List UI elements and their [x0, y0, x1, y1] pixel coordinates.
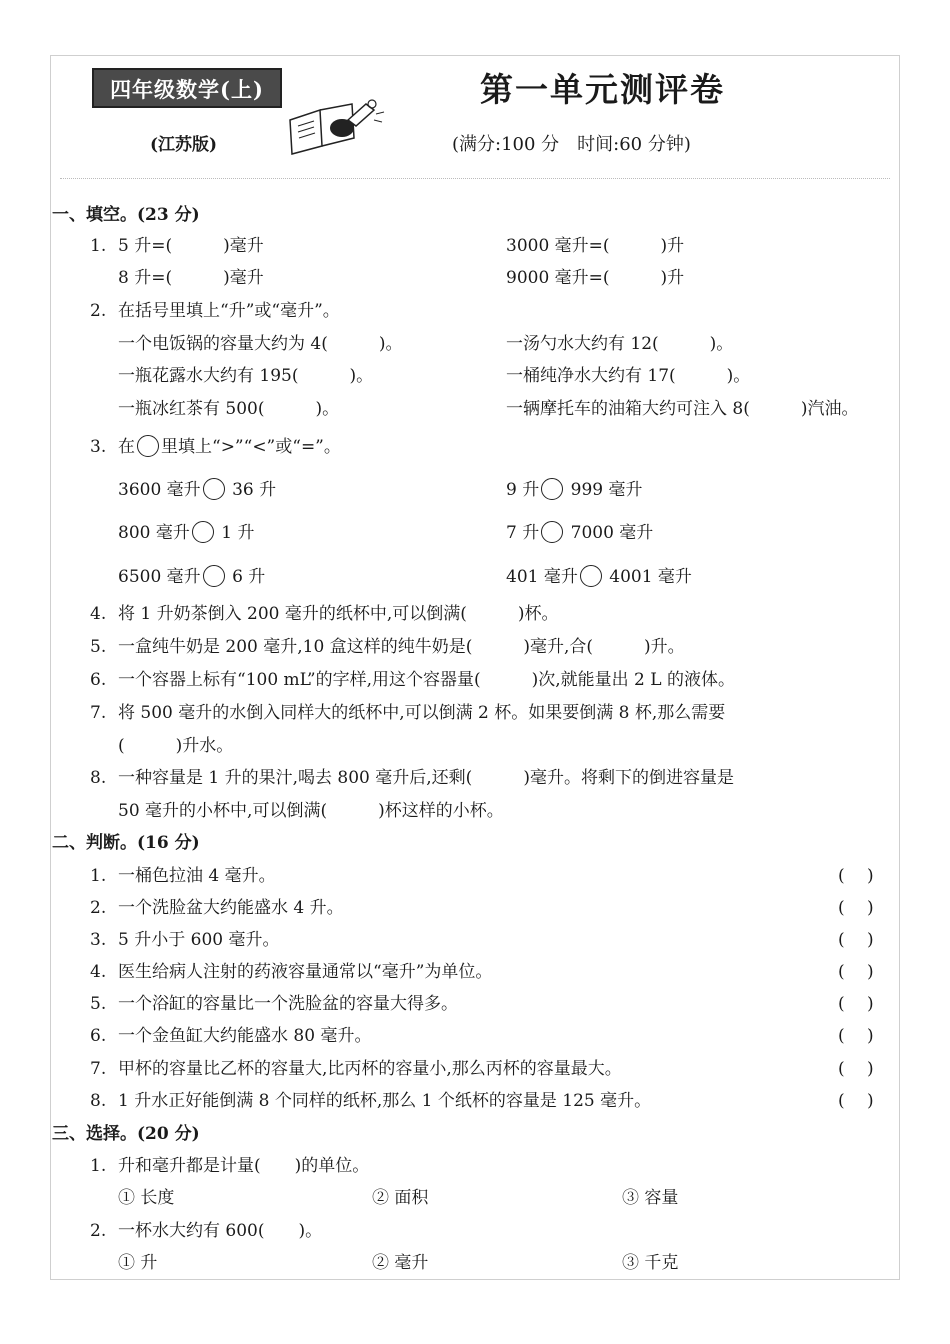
question-text: 升和毫升都是计量( )的单位。 — [118, 1156, 370, 1176]
question-item: 3000 毫升=( )升 — [506, 236, 685, 256]
compare-circle-icon[interactable] — [580, 565, 602, 587]
compare-item: 3600 毫升 36 升 — [118, 480, 277, 500]
answer-parentheses[interactable]: ( ) — [838, 866, 874, 886]
question-number: 2. — [90, 1221, 107, 1241]
choice-option[interactable]: ① 长度 — [118, 1188, 175, 1208]
answer-parentheses[interactable]: ( ) — [838, 962, 874, 982]
question-number: 6. — [90, 670, 107, 690]
question-number: 2. — [90, 898, 107, 918]
answer-parentheses[interactable]: ( ) — [838, 1059, 874, 1079]
question-text: 一杯水大约有 600( )。 — [118, 1221, 323, 1241]
compare-circle-icon — [137, 435, 159, 457]
choice-option[interactable]: ② 面积 — [372, 1188, 429, 1208]
header-divider — [60, 178, 890, 180]
question-text: 一种容量是 1 升的果汁,喝去 800 毫升后,还剩( )毫升。将剩下的倒进容量是 — [118, 768, 734, 788]
question-number: 1. — [90, 866, 107, 886]
question-number: 2. — [90, 301, 107, 321]
compare-item: 401 毫升 4001 毫升 — [506, 567, 692, 587]
question-item: 一瓶花露水大约有 195( )。 — [118, 366, 374, 386]
compare-item: 6500 毫升 6 升 — [118, 567, 266, 587]
compare-item: 9 升 999 毫升 — [506, 480, 643, 500]
question-text: 在 里填上“>”“<”或“=”。 — [118, 437, 341, 457]
answer-parentheses[interactable]: ( ) — [838, 1026, 874, 1046]
answer-parentheses[interactable]: ( ) — [838, 1091, 874, 1111]
question-number: 4. — [90, 962, 107, 982]
compare-circle-icon[interactable] — [541, 478, 563, 500]
question-number: 8. — [90, 1091, 107, 1111]
question-number: 4. — [90, 604, 107, 624]
question-number: 3. — [90, 930, 107, 950]
question-text: 在括号里填上“升”或“毫升”。 — [118, 301, 340, 321]
judge-statement: 一个浴缸的容量比一个洗脸盆的容量大得多。 — [118, 994, 458, 1014]
question-number: 1. — [90, 1156, 107, 1176]
choice-option[interactable]: ② 毫升 — [372, 1253, 429, 1273]
choice-option[interactable]: ③ 千克 — [622, 1253, 679, 1273]
question-number: 3. — [90, 437, 107, 457]
question-number: 1. — [90, 236, 107, 256]
question-number: 6. — [90, 1026, 107, 1046]
question-item: 一个电饭锅的容量大约为 4( )。 — [118, 334, 403, 354]
page-title: 第一单元测评卷 — [480, 70, 725, 109]
judge-statement: 医生给病人注射的药液容量通常以“毫升”为单位。 — [118, 962, 493, 982]
question-text: 将 1 升奶茶倒入 200 毫升的纸杯中,可以倒满( )杯。 — [118, 604, 559, 624]
section-heading: 一、填空。(23 分) — [52, 205, 200, 225]
question-item: 一桶纯净水大约有 17( )。 — [506, 366, 751, 386]
compare-circle-icon[interactable] — [192, 521, 214, 543]
question-text: 一盒纯牛奶是 200 毫升,10 盒这样的纯牛奶是( )毫升,合( )升。 — [118, 637, 685, 657]
section-heading: 二、判断。(16 分) — [52, 833, 200, 853]
answer-parentheses[interactable]: ( ) — [838, 994, 874, 1014]
score-time-info: (满分:100 分 时间:60 分钟) — [452, 134, 691, 155]
question-item: 9000 毫升=( )升 — [506, 268, 685, 288]
judge-statement: 一个洗脸盆大约能盛水 4 升。 — [118, 898, 344, 918]
compare-item: 800 毫升 1 升 — [118, 523, 255, 543]
question-number: 5. — [90, 637, 107, 657]
question-text: ( )升水。 — [118, 736, 234, 756]
book-illustration-icon — [282, 98, 392, 162]
question-item: 8 升=( )毫升 — [118, 268, 264, 288]
compare-circle-icon[interactable] — [541, 521, 563, 543]
compare-circle-icon[interactable] — [203, 478, 225, 500]
grade-badge: 四年级数学(上) — [92, 68, 282, 108]
question-item: 一汤勺水大约有 12( )。 — [506, 334, 734, 354]
question-text: 50 毫升的小杯中,可以倒满( )杯这样的小杯。 — [118, 801, 504, 821]
question-number: 7. — [90, 703, 107, 723]
question-text: 将 500 毫升的水倒入同样大的纸杯中,可以倒满 2 杯。如果要倒满 8 杯,那么需要 — [118, 703, 726, 723]
question-number: 5. — [90, 994, 107, 1014]
question-item: 5 升=( )毫升 — [118, 236, 264, 256]
question-text: 一个容器上标有“100 mL”的字样,用这个容器量( )次,就能量出 2 L 的液体。 — [118, 670, 735, 690]
answer-parentheses[interactable]: ( ) — [838, 930, 874, 950]
judge-statement: 1 升水正好能倒满 8 个同样的纸杯,那么 1 个纸杯的容量是 125 毫升。 — [118, 1091, 652, 1111]
judge-statement: 甲杯的容量比乙杯的容量大,比丙杯的容量小,那么丙杯的容量最大。 — [118, 1059, 622, 1079]
judge-statement: 5 升小于 600 毫升。 — [118, 930, 280, 950]
question-number: 8. — [90, 768, 107, 788]
question-item: 一瓶冰红茶有 500( )。 — [118, 399, 340, 419]
choice-option[interactable]: ① 升 — [118, 1253, 158, 1273]
question-item: 一辆摩托车的油箱大约可注入 8( )汽油。 — [506, 399, 859, 419]
judge-statement: 一桶色拉油 4 毫升。 — [118, 866, 276, 886]
edition-label: (江苏版) — [150, 135, 218, 155]
compare-circle-icon[interactable] — [203, 565, 225, 587]
answer-parentheses[interactable]: ( ) — [838, 898, 874, 918]
compare-item: 7 升 7000 毫升 — [506, 523, 654, 543]
section-heading: 三、选择。(20 分) — [52, 1124, 200, 1144]
choice-option[interactable]: ③ 容量 — [622, 1188, 679, 1208]
question-number: 7. — [90, 1059, 107, 1079]
judge-statement: 一个金鱼缸大约能盛水 80 毫升。 — [118, 1026, 372, 1046]
